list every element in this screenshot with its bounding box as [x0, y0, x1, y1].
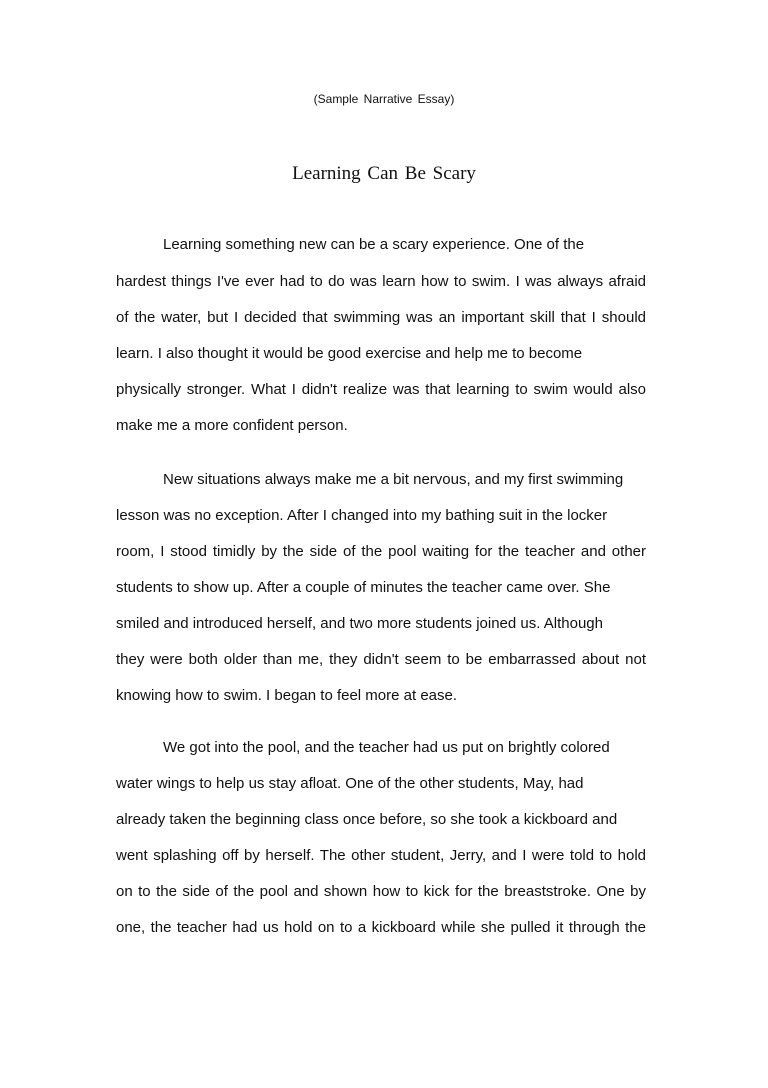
paragraph-3-line-3: already taken the beginning class once before, so she took a kickboard and [116, 811, 618, 828]
paragraph-2-line-1: New situations always make me a bit nervous, and my first swimming [163, 471, 624, 488]
paragraph-1-line-1: Learning something new can be a scary experience. One of the [163, 236, 585, 253]
paragraph-1-line-6: make me a more confident person. [116, 417, 348, 434]
paragraph-3-line-5: on to the side of the pool and shown how to kick for the breaststroke. One by [116, 883, 646, 900]
paragraph-3-line-6: one, the teacher had us hold on to a kickboard while she pulled it through the [116, 919, 646, 936]
paragraph-1-line-4: learn. I also thought it would be good exercise and help me to become [116, 345, 583, 362]
paragraph-2-line-7: knowing how to swim. I began to feel more at ease. [116, 687, 458, 704]
paragraph-2-line-5: smiled and introduced herself, and two more students joined us. Although [116, 615, 603, 632]
paragraph-2-line-2: lesson was no exception. After I changed into my bathing suit in the locker [116, 507, 608, 524]
paragraph-1-line-3: of the water, but I decided that swimming was an important skill that I should [116, 309, 646, 326]
paragraph-3-line-2: water wings to help us stay afloat. One of the other students, May, had [116, 775, 584, 792]
paragraph-2-line-3: room, I stood timidly by the side of the pool waiting for the teacher and other [116, 543, 646, 560]
paragraph-2-line-6: they were both older than me, they didn't seem to be embarrassed about not [116, 651, 646, 668]
paragraph-3-line-1: We got into the pool, and the teacher had us put on brightly colored [163, 739, 610, 756]
essay-title: Learning Can Be Scary [292, 163, 476, 184]
paragraph-1-line-5: physically stronger. What I didn't realize was that learning to swim would also [116, 381, 646, 398]
paragraph-2-line-4: students to show up. After a couple of minutes the teacher came over. She [116, 579, 611, 596]
paragraph-1-line-2: hardest things I've ever had to do was learn how to swim. I was always afraid [116, 273, 646, 290]
paragraph-3-line-4: went splashing off by herself. The other student, Jerry, and I were told to hold [116, 847, 646, 864]
essay-subtitle: (Sample Narrative Essay) [313, 92, 455, 106]
